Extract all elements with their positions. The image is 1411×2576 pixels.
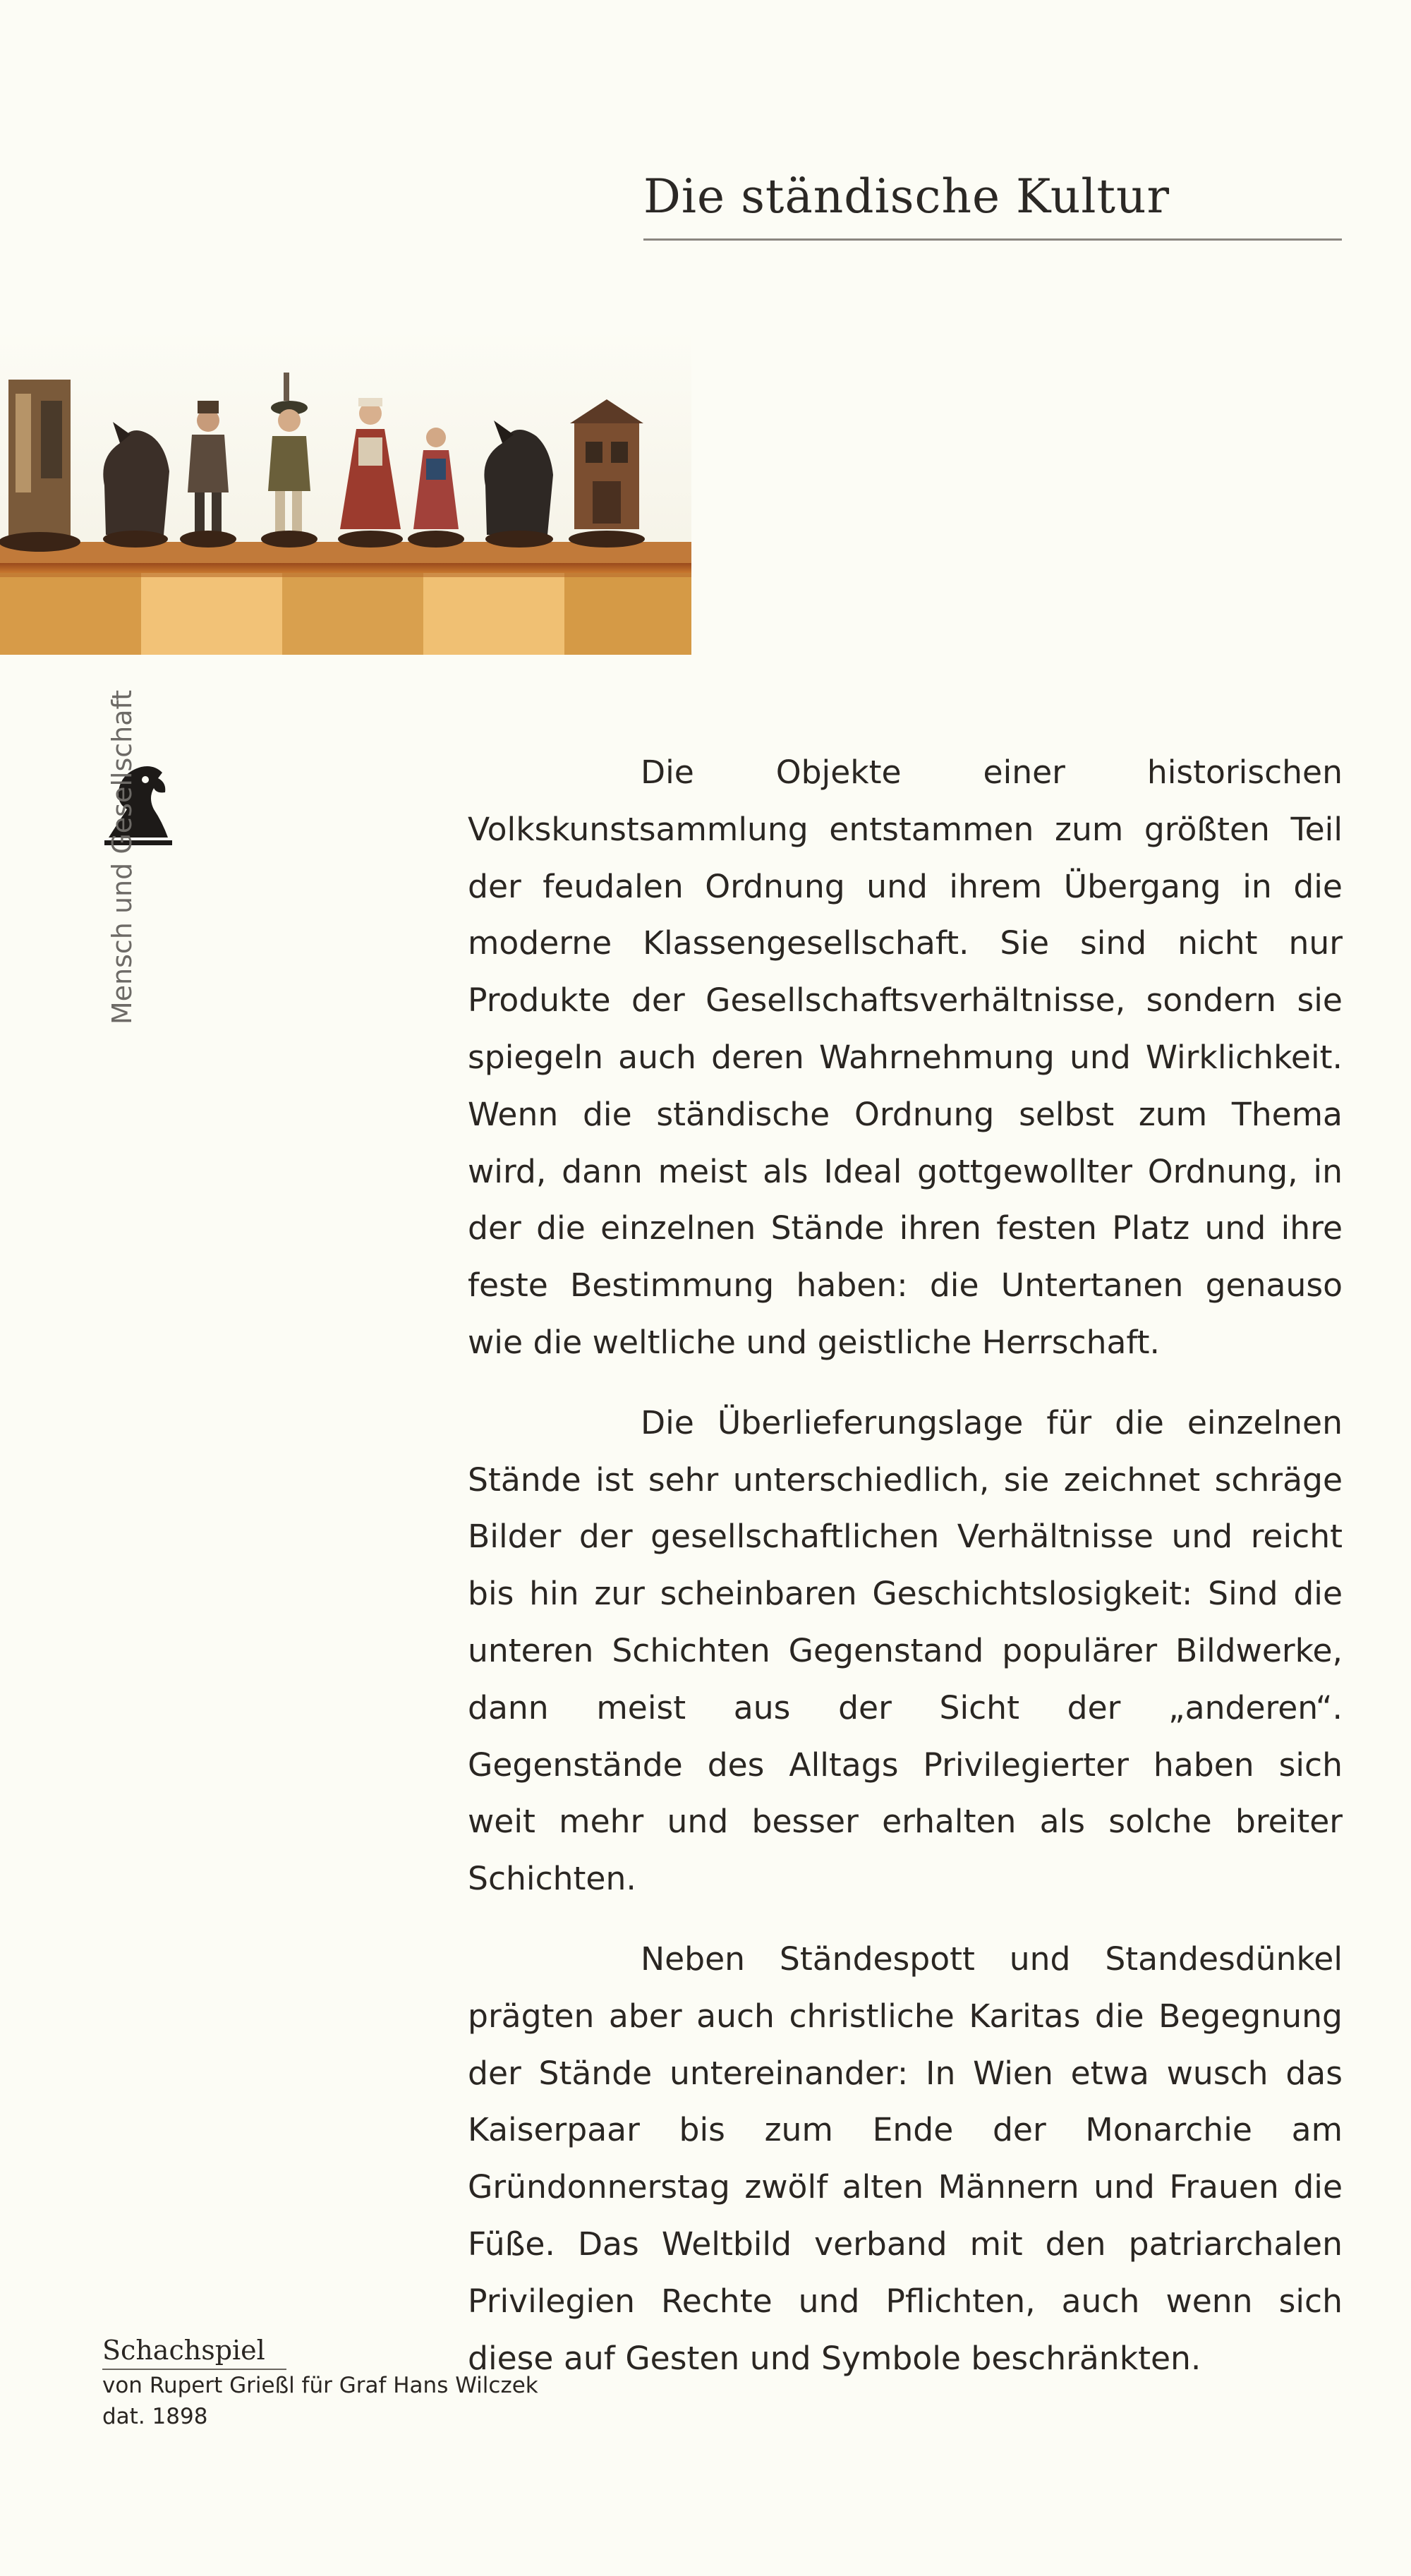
caption-credit: von Rupert Grießl für Graf Hans Wilczek [102, 2373, 538, 2398]
rook-piece-right [569, 399, 645, 548]
paragraph: Neben Ständespott und Standesdünkel prägten aber auch christliche Karitas die Begegnung der Stände untereinander: In Wien etwa wusch das Kaiserpaar bis zum Ende der Monarchie am Gründonnerstag zwölf alten Männern und Frauen die Füße. Das Weltbild verband mit den patriarchalen Privilegien Rechte und Pflichten, auch wenn sich diese auf Gesten und Symbole beschränkten. [468, 1940, 1343, 2377]
page-title: Die ständische Kultur [643, 169, 1170, 224]
title-underline [643, 238, 1342, 241]
paragraph: Die Objekte einer historischen Volkskunstsammlung entstammen zum größten Teil der feudalen Ordnung und ihrem Übergang in die moderne Klassengesellschaft. Sie sind nicht nur Produkte der Gesellschaftsverhältnisse, sondern sie spiegeln auch deren Wahrnehmung und Wirklichkeit. Wenn die ständische Ordnung selbst zum Thema wird, dann meist als Ideal gottgewollter Ordnung, in der die einzelnen Stände ihren festen Platz und ihre feste Bestimmung haben: die Untertanen genauso wie die weltliche und geistliche Herrschaft. [468, 754, 1343, 1361]
side-section-label: Mensch und Gesellschaft [107, 689, 138, 1025]
image-caption [102, 2332, 638, 2432]
caption-date: dat. 1898 [102, 2404, 208, 2429]
paragraph: Die Überlieferungslage für die einzelnen Stände ist sehr unterschiedlich, sie zeichnet schräge Bilder der gesellschaftlichen Verhältnisse und reicht bis hin zur scheinbaren Geschichtslosigkeit: Sind die unteren Schichten Gegenstand populärer Bildwerke, dann meist aus der Sicht der „anderen“. Gegenstände des Alltags Privilegierter haben sich weit mehr und besser erhalten als solche breiter Schichten. [468, 1403, 1343, 1898]
rook-piece-left [0, 380, 80, 552]
chess-set-photo [0, 330, 691, 655]
caption-title: Schachspiel [102, 2332, 286, 2370]
body-text [468, 744, 1343, 2410]
